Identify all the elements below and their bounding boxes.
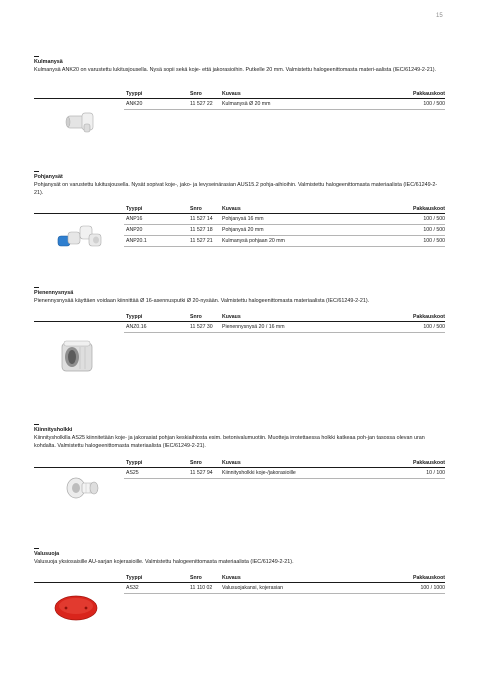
table-header [34,574,445,583]
cell-type: AS25 [126,470,139,476]
table-row [124,236,445,247]
cell-pkg: 100 / 500 [423,216,445,222]
section-text: Valusuoja yksiosaisille AU-sarjan kojerasioille. Valmistettu halogeenittomasta materiaalista (IEC/61249-2-21). [34,559,294,565]
col-type: Tyyppi [126,460,143,466]
cell-pkg: 100 / 500 [423,238,445,244]
section-dash [34,548,39,549]
product-image-anz016 [58,337,98,377]
section-dash [34,424,39,425]
cell-type: ANP20 [126,227,143,233]
cell-pkg: 100 / 500 [423,227,445,233]
section-title: Pienennysnysä [34,290,74,296]
col-snro: Snro [190,91,202,97]
table-row [124,322,445,333]
section-kiinnitysholkki [34,424,445,514]
table-row [124,214,445,225]
product-image-as25 [64,474,104,502]
section-dash [34,56,39,57]
cell-pkg: 100 / 1000 [420,585,445,591]
col-snro: Snro [190,575,202,581]
product-image-ank20 [64,110,98,134]
cell-type: ANK20 [126,101,143,107]
col-type: Tyyppi [126,575,143,581]
col-pkg: Pakkauskoot [412,460,445,466]
cell-snro: 11 527 18 [190,227,213,233]
table-header [34,459,445,468]
section-dash [34,287,39,288]
col-snro: Snro [190,206,202,212]
section-pienennysnysa [34,287,445,387]
col-desc: Kuvaus [222,206,241,212]
section-valusuoja [34,548,445,628]
table-row [124,99,445,110]
table-row [124,583,445,594]
section-pohjanysat [34,171,445,261]
cell-snro: 11 527 21 [190,238,213,244]
cell-snro: 11 527 94 [190,470,213,476]
cell-desc: Kiinnitysholkki koje-/jakorasioille [222,470,296,476]
page-number: 15 [436,13,443,19]
cell-desc: Pohjanysä 20 mm [222,227,264,233]
col-desc: Kuvaus [222,314,241,320]
cell-snro: 11 527 14 [190,216,213,222]
section-text: Pienennysnysää käyttäen voidaan kiinnittää Ø 16-asennusputki Ø 20-nysään. Valmistettu halogeenittomasta materiaalista (IEC/61249-2-21). [34,298,370,304]
table-header [34,205,445,214]
cell-type: ANP20.1 [126,238,147,244]
table-row [124,225,445,236]
section-title: Kiinnitysholkki [34,427,73,433]
table-row [124,468,445,479]
product-image-as32 [52,593,100,623]
col-pkg: Pakkauskoot [412,91,445,97]
col-desc: Kuvaus [222,91,241,97]
col-pkg: Pakkauskoot [412,314,445,320]
cell-type: ANZ0.16 [126,324,147,330]
cell-desc: Kulmanysä pohjaan 20 mm [222,238,285,244]
cell-pkg: 10 / 100 [426,470,445,476]
col-desc: Kuvaus [222,460,241,466]
section-kulmanysa [34,56,445,136]
col-pkg: Pakkauskoot [412,206,445,212]
cell-snro: 11 527 30 [190,324,213,330]
product-image-anp [56,220,106,254]
col-type: Tyyppi [126,314,143,320]
col-type: Tyyppi [126,206,143,212]
table-header [34,90,445,99]
section-text: Kiinnitysholkilla AS25 kiinnitetään koje- ja jakorasiat pohjan keskiaihiosta esim. betonivalumuotiin. Muotteja irrotettaessa holkki katkeaa poh-jan tasossa olevan uran kohdalta. Valmistettu halogeenittomasta materiaalista (IEC/61249-2-21). [34,435,425,449]
cell-type: AS32 [126,585,139,591]
section-title: Valusuoja [34,551,60,557]
cell-pkg: 100 / 500 [423,324,445,330]
cell-desc: Kulmanysä Ø 20 mm [222,101,271,107]
col-snro: Snro [190,314,202,320]
col-desc: Kuvaus [222,575,241,581]
col-type: Tyyppi [126,91,143,97]
cell-type: ANP16 [126,216,143,222]
section-dash [34,171,39,172]
section-title: Pohjanysät [34,174,63,180]
col-snro: Snro [190,460,202,466]
cell-desc: Valusuojakansi, kojerasian [222,585,284,591]
cell-pkg: 100 / 500 [423,101,445,107]
cell-snro: 11 527 22 [190,101,213,107]
col-pkg: Pakkauskoot [412,575,445,581]
cell-desc: Pienennysnysä 20 / 16 mm [222,324,285,330]
section-title: Kulmanysä [34,59,63,65]
table-header [34,313,445,322]
cell-snro: 11 110 02 [190,585,213,591]
cell-desc: Pohjanysä 16 mm [222,216,264,222]
section-text: Pohjanysät on varustettu lukitusjousella. Nysät sopivat koje-, jako- ja levyseinärasian AUS15.2 pohja-aihioihin. Valmistettu halogeenittomasta materiaalista (IEC/61249-2-21). [34,182,438,196]
section-text: Kulmanysä ANK20 on varustettu lukitusjousella. Nysä sopii sekä koje- että jakorasioihin. Putkelle 20 mm. Valmistettu halogeenittomasta materi-aalista (IEC/61249-2-21). [34,67,436,73]
